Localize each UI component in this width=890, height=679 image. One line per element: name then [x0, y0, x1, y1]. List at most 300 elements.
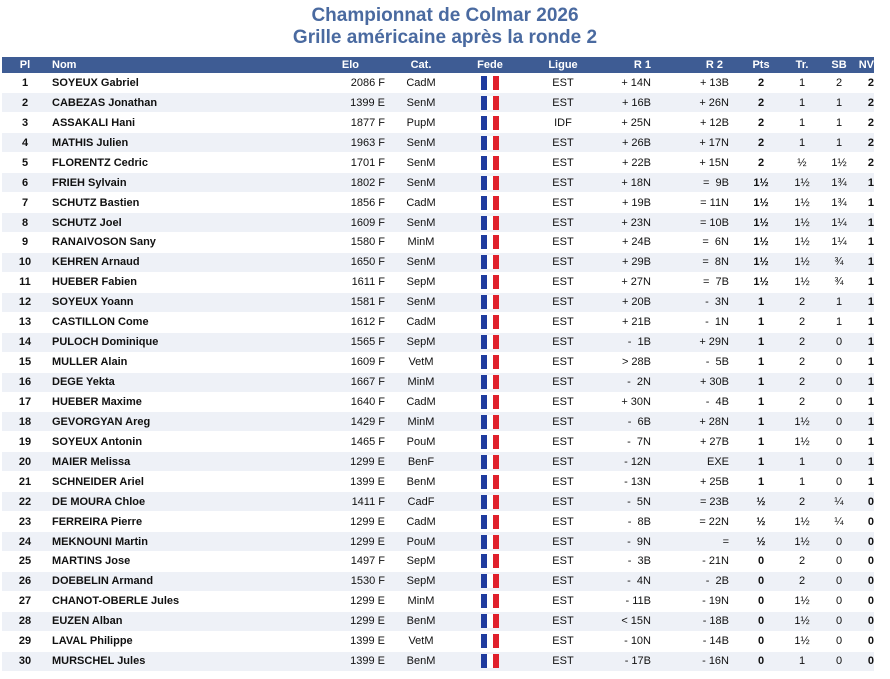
cell-tr: 1 — [783, 133, 821, 153]
cell-nv: 1 — [857, 372, 874, 392]
cell-tr: 1½ — [783, 173, 821, 193]
cell-tr: 1 — [783, 651, 821, 671]
cell-nv: 0 — [857, 532, 874, 552]
france-flag-icon — [481, 574, 499, 588]
cell-pl: 16 — [2, 372, 48, 392]
cell-nv: 2 — [857, 73, 874, 93]
cell-tr: 2 — [783, 292, 821, 312]
cell-cat: PouM — [389, 432, 453, 452]
france-flag-icon — [481, 156, 499, 170]
cell-fede — [453, 392, 527, 412]
cell-r2: + 12B — [669, 113, 739, 133]
cell-pl: 6 — [2, 173, 48, 193]
cell-fede — [453, 153, 527, 173]
cell-r2: = 8N — [669, 252, 739, 272]
cell-sb: 1 — [821, 113, 857, 133]
cell-tr: 1½ — [783, 272, 821, 292]
cell-pts: 1 — [739, 432, 783, 452]
france-flag-icon — [481, 614, 499, 628]
cell-tr: 1½ — [783, 532, 821, 552]
cell-pts: 2 — [739, 153, 783, 173]
cell-pts: 2 — [739, 113, 783, 133]
cell-nom: KEHREN Arnaud — [48, 252, 253, 272]
cell-ligue: EST — [527, 213, 599, 233]
cell-ligue: EST — [527, 233, 599, 253]
cell-cat: CadM — [389, 512, 453, 532]
cell-pl: 28 — [2, 611, 48, 631]
cell-cat: BenF — [389, 452, 453, 472]
france-flag-icon — [481, 116, 499, 130]
cell-tr: 2 — [783, 372, 821, 392]
header-r2: R 2 — [705, 58, 723, 71]
cell-elo: 1399 E — [253, 472, 389, 492]
cell-r2: EXE — [669, 452, 739, 472]
cell-sb: ¾ — [821, 272, 857, 292]
header-ligue: Ligue — [548, 58, 578, 71]
cell-tr: 1½ — [783, 591, 821, 611]
cell-sb: 0 — [821, 591, 857, 611]
cell-r1: > 28B — [599, 352, 669, 372]
page-title: Championnat de Colmar 2026 — [311, 5, 579, 26]
cell-elo: 1299 E — [253, 452, 389, 472]
cell-r2: = 23B — [669, 492, 739, 512]
cell-nom: FRIEH Sylvain — [48, 173, 253, 193]
cell-nv: 2 — [857, 153, 874, 173]
cell-r2: - 1N — [669, 312, 739, 332]
france-flag-icon — [481, 216, 499, 230]
cell-pts: 1 — [739, 472, 783, 492]
cell-ligue: EST — [527, 392, 599, 412]
cell-r2: = 6N — [669, 233, 739, 253]
table-row — [2, 312, 874, 332]
cell-ligue: EST — [527, 292, 599, 312]
france-flag-icon — [481, 136, 499, 150]
cell-tr: 1 — [783, 113, 821, 133]
cell-ligue: EST — [527, 133, 599, 153]
cell-ligue: EST — [527, 452, 599, 472]
cell-nom: ASSAKALI Hani — [48, 113, 253, 133]
table-row — [2, 292, 874, 312]
cell-nv: 1 — [857, 312, 874, 332]
cell-sb: 0 — [821, 392, 857, 412]
cell-pl: 1 — [2, 73, 48, 93]
cell-ligue: EST — [527, 472, 599, 492]
cell-pts: ½ — [739, 512, 783, 532]
cell-nom: MURSCHEL Jules — [48, 651, 253, 671]
cell-ligue: EST — [527, 571, 599, 591]
table-row — [2, 73, 874, 93]
cell-r2: = 7B — [669, 272, 739, 292]
france-flag-icon — [481, 475, 499, 489]
cell-cat: CadM — [389, 73, 453, 93]
cell-elo: 1411 F — [253, 492, 389, 512]
cell-r2: = 11N — [669, 193, 739, 213]
cell-pl: 4 — [2, 133, 48, 153]
cell-nom: FLORENTZ Cedric — [48, 153, 253, 173]
cell-pl: 11 — [2, 272, 48, 292]
cell-fede — [453, 372, 527, 392]
cell-elo: 1497 F — [253, 552, 389, 572]
table-row — [2, 252, 874, 272]
cell-tr: 1½ — [783, 432, 821, 452]
cell-pl: 12 — [2, 292, 48, 312]
cell-ligue: EST — [527, 93, 599, 113]
cell-cat: CadM — [389, 312, 453, 332]
cell-nom: SOYEUX Gabriel — [48, 73, 253, 93]
cell-tr: 1½ — [783, 512, 821, 532]
cell-elo: 1877 F — [253, 113, 389, 133]
cell-sb: 1¾ — [821, 193, 857, 213]
cell-nv: 1 — [857, 272, 874, 292]
cell-r1: + 22B — [599, 153, 669, 173]
cell-elo: 1609 F — [253, 352, 389, 372]
cell-r2: - 19N — [669, 591, 739, 611]
cell-cat: MinM — [389, 372, 453, 392]
cell-r2: - 18B — [669, 611, 739, 631]
cell-sb: 1¼ — [821, 233, 857, 253]
header-tr: Tr. — [795, 58, 809, 71]
france-flag-icon — [481, 96, 499, 110]
cell-ligue: EST — [527, 432, 599, 452]
cell-nv: 1 — [857, 252, 874, 272]
table-row — [2, 133, 874, 153]
cell-tr: 2 — [783, 492, 821, 512]
cell-nom: RANAIVOSON Sany — [48, 233, 253, 253]
cell-ligue: EST — [527, 332, 599, 352]
cell-pl: 10 — [2, 252, 48, 272]
france-flag-icon — [481, 176, 499, 190]
cell-sb: 0 — [821, 472, 857, 492]
cell-elo: 1802 F — [253, 173, 389, 193]
cell-r1: < 15N — [599, 611, 669, 631]
header-elo: Elo — [341, 58, 359, 71]
cell-r1: - 10N — [599, 631, 669, 651]
cell-cat: CadF — [389, 492, 453, 512]
cell-nv: 1 — [857, 193, 874, 213]
cell-ligue: EST — [527, 312, 599, 332]
cell-cat: SepM — [389, 272, 453, 292]
france-flag-icon — [481, 515, 499, 529]
cell-r1: - 11B — [599, 591, 669, 611]
table-row — [2, 512, 874, 532]
cell-r2: + 13B — [669, 73, 739, 93]
cell-pl: 3 — [2, 113, 48, 133]
cell-r1: + 18N — [599, 173, 669, 193]
cell-ligue: EST — [527, 492, 599, 512]
table-row — [2, 372, 874, 392]
cell-r2: + 27B — [669, 432, 739, 452]
cell-tr: 1 — [783, 472, 821, 492]
cell-tr: 1½ — [783, 233, 821, 253]
france-flag-icon — [481, 275, 499, 289]
cell-sb: 1¼ — [821, 213, 857, 233]
cell-nom: SCHUTZ Bastien — [48, 193, 253, 213]
cell-elo: 2086 F — [253, 73, 389, 93]
cell-r2: + 26N — [669, 93, 739, 113]
cell-nom: DE MOURA Chloe — [48, 492, 253, 512]
cell-nv: 0 — [857, 552, 874, 572]
cell-r2: = 9B — [669, 173, 739, 193]
cell-sb: 0 — [821, 432, 857, 452]
cell-r2: - 16N — [669, 651, 739, 671]
cell-pts: 1½ — [739, 193, 783, 213]
header-sb: SB — [831, 58, 847, 71]
cell-pts: 1 — [739, 292, 783, 312]
cell-elo: 1640 F — [253, 392, 389, 412]
cell-pl: 23 — [2, 512, 48, 532]
cell-nom: LAVAL Philippe — [48, 631, 253, 651]
cell-r1: - 13N — [599, 472, 669, 492]
cell-pts: 2 — [739, 73, 783, 93]
cell-nv: 1 — [857, 452, 874, 472]
table-row — [2, 412, 874, 432]
cell-r2: = — [669, 532, 739, 552]
cell-fede — [453, 352, 527, 372]
cell-r1: + 23N — [599, 213, 669, 233]
cell-ligue: EST — [527, 252, 599, 272]
table-row — [2, 392, 874, 412]
cell-elo: 1580 F — [253, 233, 389, 253]
cell-r2: + 30B — [669, 372, 739, 392]
cell-cat: SenM — [389, 153, 453, 173]
cell-r2: - 21N — [669, 552, 739, 572]
cell-nom: DEGE Yekta — [48, 372, 253, 392]
cell-r2: - 2B — [669, 571, 739, 591]
cell-nv: 0 — [857, 591, 874, 611]
cell-cat: SepM — [389, 552, 453, 572]
cell-fede — [453, 332, 527, 352]
cell-r2: - 5B — [669, 352, 739, 372]
france-flag-icon — [481, 395, 499, 409]
france-flag-icon — [481, 455, 499, 469]
cell-cat: MinM — [389, 233, 453, 253]
table-row — [2, 651, 874, 671]
cell-cat: VetM — [389, 631, 453, 651]
cell-ligue: EST — [527, 73, 599, 93]
cell-pl: 30 — [2, 651, 48, 671]
cell-elo: 1609 F — [253, 213, 389, 233]
cell-cat: PouM — [389, 532, 453, 552]
cell-fede — [453, 292, 527, 312]
cell-tr: 1½ — [783, 611, 821, 631]
cell-nv: 2 — [857, 133, 874, 153]
cell-pl: 19 — [2, 432, 48, 452]
cell-r1: - 17B — [599, 651, 669, 671]
cell-fede — [453, 631, 527, 651]
france-flag-icon — [481, 76, 499, 90]
cell-pl: 5 — [2, 153, 48, 173]
cell-nom: MULLER Alain — [48, 352, 253, 372]
cell-nom: SOYEUX Yoann — [48, 292, 253, 312]
cell-pts: ½ — [739, 532, 783, 552]
cell-ligue: EST — [527, 611, 599, 631]
header-nom: Nom — [52, 58, 77, 71]
cell-pl: 9 — [2, 233, 48, 253]
cell-elo: 1701 F — [253, 153, 389, 173]
cell-pl: 21 — [2, 472, 48, 492]
header-nv: NV — [858, 58, 874, 71]
cell-elo: 1299 E — [253, 591, 389, 611]
cell-pts: 2 — [739, 93, 783, 113]
cell-cat: MinM — [389, 591, 453, 611]
cell-r2: - 14B — [669, 631, 739, 651]
cell-tr: 1½ — [783, 631, 821, 651]
cell-pts: 1 — [739, 412, 783, 432]
cell-pl: 14 — [2, 332, 48, 352]
cell-pts: 1½ — [739, 252, 783, 272]
cell-r2: + 15N — [669, 153, 739, 173]
cell-sb: 0 — [821, 532, 857, 552]
cell-elo: 1399 E — [253, 93, 389, 113]
cell-nv: 1 — [857, 332, 874, 352]
cell-nom: HUEBER Fabien — [48, 272, 253, 292]
cell-sb: 1 — [821, 133, 857, 153]
cell-fede — [453, 73, 527, 93]
cell-nv: 1 — [857, 472, 874, 492]
france-flag-icon — [481, 495, 499, 509]
cell-sb: 0 — [821, 332, 857, 352]
cell-cat: SenM — [389, 292, 453, 312]
cell-tr: 1½ — [783, 193, 821, 213]
cell-tr: 2 — [783, 552, 821, 572]
cell-pts: 1 — [739, 372, 783, 392]
cell-sb: ¼ — [821, 492, 857, 512]
cell-sb: 1 — [821, 292, 857, 312]
cell-tr: 1½ — [783, 412, 821, 432]
cell-ligue: IDF — [527, 113, 599, 133]
france-flag-icon — [481, 235, 499, 249]
cell-nv: 0 — [857, 512, 874, 532]
cell-elo: 1399 E — [253, 651, 389, 671]
cell-elo: 1299 E — [253, 611, 389, 631]
cell-pl: 27 — [2, 591, 48, 611]
cell-r1: + 14N — [599, 73, 669, 93]
cell-nom: PULOCH Dominique — [48, 332, 253, 352]
cell-sb: 0 — [821, 452, 857, 472]
cell-tr: 1 — [783, 452, 821, 472]
france-flag-icon — [481, 594, 499, 608]
cell-nom: SCHNEIDER Ariel — [48, 472, 253, 492]
cell-pts: 1 — [739, 452, 783, 472]
france-flag-icon — [481, 415, 499, 429]
cell-nv: 0 — [857, 631, 874, 651]
cell-ligue: EST — [527, 272, 599, 292]
table-row — [2, 472, 874, 492]
cell-r1: + 29B — [599, 252, 669, 272]
cell-fede — [453, 213, 527, 233]
cell-pl: 15 — [2, 352, 48, 372]
cell-r2: + 29N — [669, 332, 739, 352]
cell-nom: HUEBER Maxime — [48, 392, 253, 412]
cell-r1: - 5N — [599, 492, 669, 512]
cell-r1: + 30N — [599, 392, 669, 412]
cell-elo: 1299 E — [253, 532, 389, 552]
cell-pl: 7 — [2, 193, 48, 213]
cell-ligue: EST — [527, 591, 599, 611]
cell-fede — [453, 571, 527, 591]
france-flag-icon — [481, 295, 499, 309]
cell-cat: VetM — [389, 352, 453, 372]
cell-tr: 2 — [783, 332, 821, 352]
cell-r1: + 24B — [599, 233, 669, 253]
cell-tr: 1½ — [783, 213, 821, 233]
cell-pl: 2 — [2, 93, 48, 113]
cell-tr: 2 — [783, 352, 821, 372]
cell-fede — [453, 512, 527, 532]
cell-nv: 1 — [857, 352, 874, 372]
cell-r2: + 17N — [669, 133, 739, 153]
table-row — [2, 193, 874, 213]
cell-nv: 1 — [857, 173, 874, 193]
cell-nom: SOYEUX Antonin — [48, 432, 253, 452]
table-row — [2, 213, 874, 233]
cell-sb: 0 — [821, 611, 857, 631]
cell-r2: = 10B — [669, 213, 739, 233]
cell-sb: 1 — [821, 312, 857, 332]
cell-elo: 1429 F — [253, 412, 389, 432]
cell-cat: SepM — [389, 571, 453, 591]
cell-fede — [453, 492, 527, 512]
cell-elo: 1565 F — [253, 332, 389, 352]
cell-ligue: EST — [527, 512, 599, 532]
table-row — [2, 571, 874, 591]
cell-ligue: EST — [527, 631, 599, 651]
cell-pl: 17 — [2, 392, 48, 412]
table-row — [2, 532, 874, 552]
cell-r1: - 8B — [599, 512, 669, 532]
cell-fede — [453, 93, 527, 113]
cell-ligue: EST — [527, 412, 599, 432]
cell-pl: 8 — [2, 213, 48, 233]
cell-r1: - 3B — [599, 552, 669, 572]
cell-sb: 0 — [821, 412, 857, 432]
cell-sb: ¾ — [821, 252, 857, 272]
cell-fede — [453, 173, 527, 193]
cell-pl: 26 — [2, 571, 48, 591]
cell-cat: BenM — [389, 472, 453, 492]
cell-nv: 0 — [857, 571, 874, 591]
cell-nom: CABEZAS Jonathan — [48, 93, 253, 113]
cell-elo: 1612 F — [253, 312, 389, 332]
cell-nv: 1 — [857, 392, 874, 412]
table-row — [2, 591, 874, 611]
cell-r1: + 25N — [599, 113, 669, 133]
france-flag-icon — [481, 355, 499, 369]
cell-tr: 1 — [783, 73, 821, 93]
cell-tr: 2 — [783, 312, 821, 332]
cell-elo: 1581 F — [253, 292, 389, 312]
cell-pts: 0 — [739, 591, 783, 611]
cell-ligue: EST — [527, 153, 599, 173]
cell-elo: 1611 F — [253, 272, 389, 292]
cell-sb: ¼ — [821, 512, 857, 532]
cell-cat: SenM — [389, 173, 453, 193]
cell-r1: - 7N — [599, 432, 669, 452]
cell-pts: 1 — [739, 312, 783, 332]
cell-fede — [453, 233, 527, 253]
cell-pts: 1½ — [739, 272, 783, 292]
cell-elo: 1530 F — [253, 571, 389, 591]
cell-sb: 2 — [821, 73, 857, 93]
cell-elo: 1299 E — [253, 512, 389, 532]
cell-r1: - 2N — [599, 372, 669, 392]
standings-table — [2, 57, 874, 671]
cell-nom: MATHIS Julien — [48, 133, 253, 153]
table-row — [2, 332, 874, 352]
cell-nv: 1 — [857, 292, 874, 312]
table-row — [2, 153, 874, 173]
cell-pts: 1 — [739, 352, 783, 372]
